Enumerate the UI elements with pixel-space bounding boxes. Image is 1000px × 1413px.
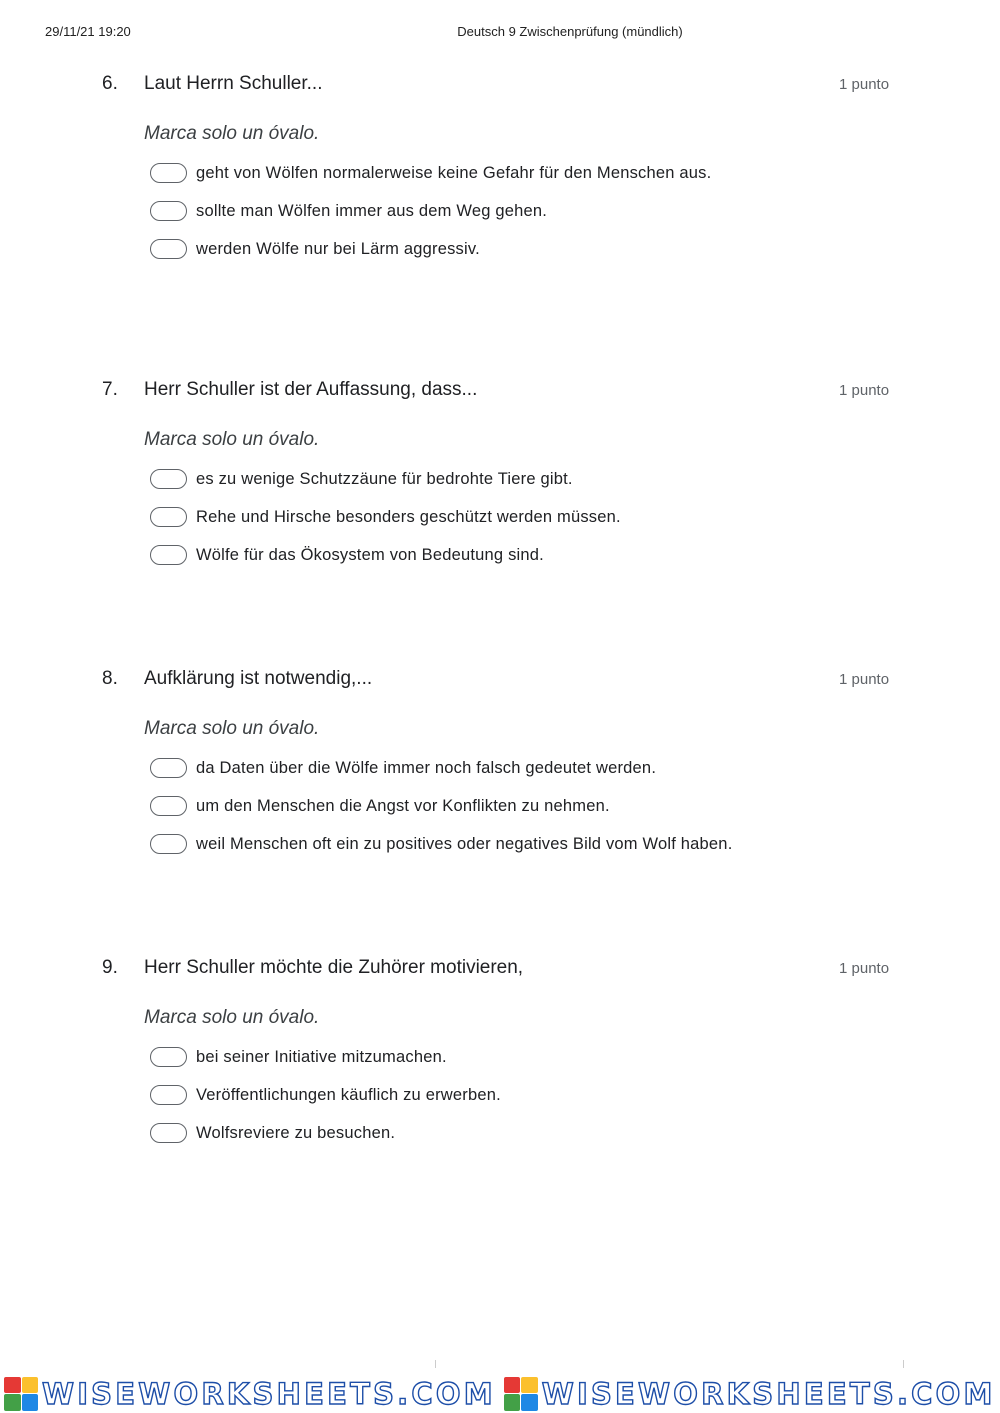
logo-square <box>22 1377 39 1394</box>
logo-square <box>4 1394 21 1411</box>
question-instruction: Marca solo un óvalo. <box>144 123 320 144</box>
option-label: um den Menschen die Angst vor Konflikten zu nehmen. <box>196 797 610 815</box>
question-number: 6. <box>102 73 118 94</box>
radio-oval[interactable] <box>150 834 187 854</box>
option-label: geht von Wölfen normalerweise keine Gefahr für den Menschen aus. <box>196 164 712 182</box>
question-number: 9. <box>102 957 118 978</box>
option-label: sollte man Wölfen immer aus dem Weg gehen. <box>196 202 548 220</box>
question-points: 1 punto <box>839 960 890 977</box>
radio-oval[interactable] <box>150 1123 187 1143</box>
logo-square <box>521 1394 538 1411</box>
watermark-unit <box>500 1377 996 1411</box>
option-label: weil Menschen oft ein zu positives oder negatives Bild vom Wolf haben. <box>196 835 733 853</box>
question-number: 8. <box>102 668 118 689</box>
radio-oval[interactable] <box>150 469 187 489</box>
question-number: 7. <box>102 379 118 400</box>
radio-oval[interactable] <box>150 1047 187 1067</box>
print-datetime: 29/11/21 19:20 <box>45 24 131 39</box>
option-label: werden Wölfe nur bei Lärm aggressiv. <box>196 240 480 258</box>
radio-oval[interactable] <box>150 239 187 259</box>
question-instruction: Marca solo un óvalo. <box>144 1007 320 1028</box>
watermark-text: WISEWORKSHEETS.COM <box>42 1376 496 1411</box>
footer-divider-marks <box>0 1360 1000 1372</box>
radio-oval[interactable] <box>150 796 187 816</box>
radio-oval[interactable] <box>150 545 187 565</box>
question-title: Laut Herrn Schuller... <box>144 73 323 94</box>
question-instruction: Marca solo un óvalo. <box>144 429 320 450</box>
watermark-banner <box>0 1374 1000 1413</box>
divider-tick <box>435 1360 436 1368</box>
radio-oval[interactable] <box>150 163 187 183</box>
wiseworksheets-logo-icon <box>4 1377 38 1411</box>
question-points: 1 punto <box>839 671 890 688</box>
question-points: 1 punto <box>839 76 890 93</box>
option-label: Veröffentlichungen käuflich zu erwerben. <box>196 1086 501 1104</box>
option-label: es zu wenige Schutzzäune für bedrohte Tiere gibt. <box>196 470 573 488</box>
watermark-text: WISEWORKSHEETS.COM <box>541 1376 996 1411</box>
document-title: Deutsch 9 Zwischenprüfung (mündlich) <box>457 24 683 39</box>
option-label: Rehe und Hirsche besonders geschützt werden müssen. <box>196 508 621 526</box>
wiseworksheets-logo-icon <box>504 1377 538 1411</box>
logo-square <box>504 1377 521 1394</box>
option-label: Wolfsreviere zu besuchen. <box>196 1124 396 1142</box>
question-title: Aufklärung ist notwendig,... <box>144 668 373 689</box>
question-instruction: Marca solo un óvalo. <box>144 718 320 739</box>
radio-oval[interactable] <box>150 1085 187 1105</box>
radio-oval[interactable] <box>150 758 187 778</box>
option-label: Wölfe für das Ökosystem von Bedeutung sind. <box>196 546 544 564</box>
question-title: Herr Schuller ist der Auffassung, dass... <box>144 379 478 400</box>
radio-oval[interactable] <box>150 201 187 221</box>
print-header <box>0 24 1000 44</box>
option-label: bei seiner Initiative mitzumachen. <box>196 1048 447 1066</box>
logo-square <box>504 1394 521 1411</box>
divider-tick <box>903 1360 904 1368</box>
logo-square <box>4 1377 21 1394</box>
question-title: Herr Schuller möchte die Zuhörer motivieren, <box>144 957 524 978</box>
question-points: 1 punto <box>839 382 890 399</box>
logo-square <box>22 1394 39 1411</box>
watermark-unit <box>0 1377 496 1411</box>
radio-oval[interactable] <box>150 507 187 527</box>
logo-square <box>521 1377 538 1394</box>
option-label: da Daten über die Wölfe immer noch falsch gedeutet werden. <box>196 759 657 777</box>
